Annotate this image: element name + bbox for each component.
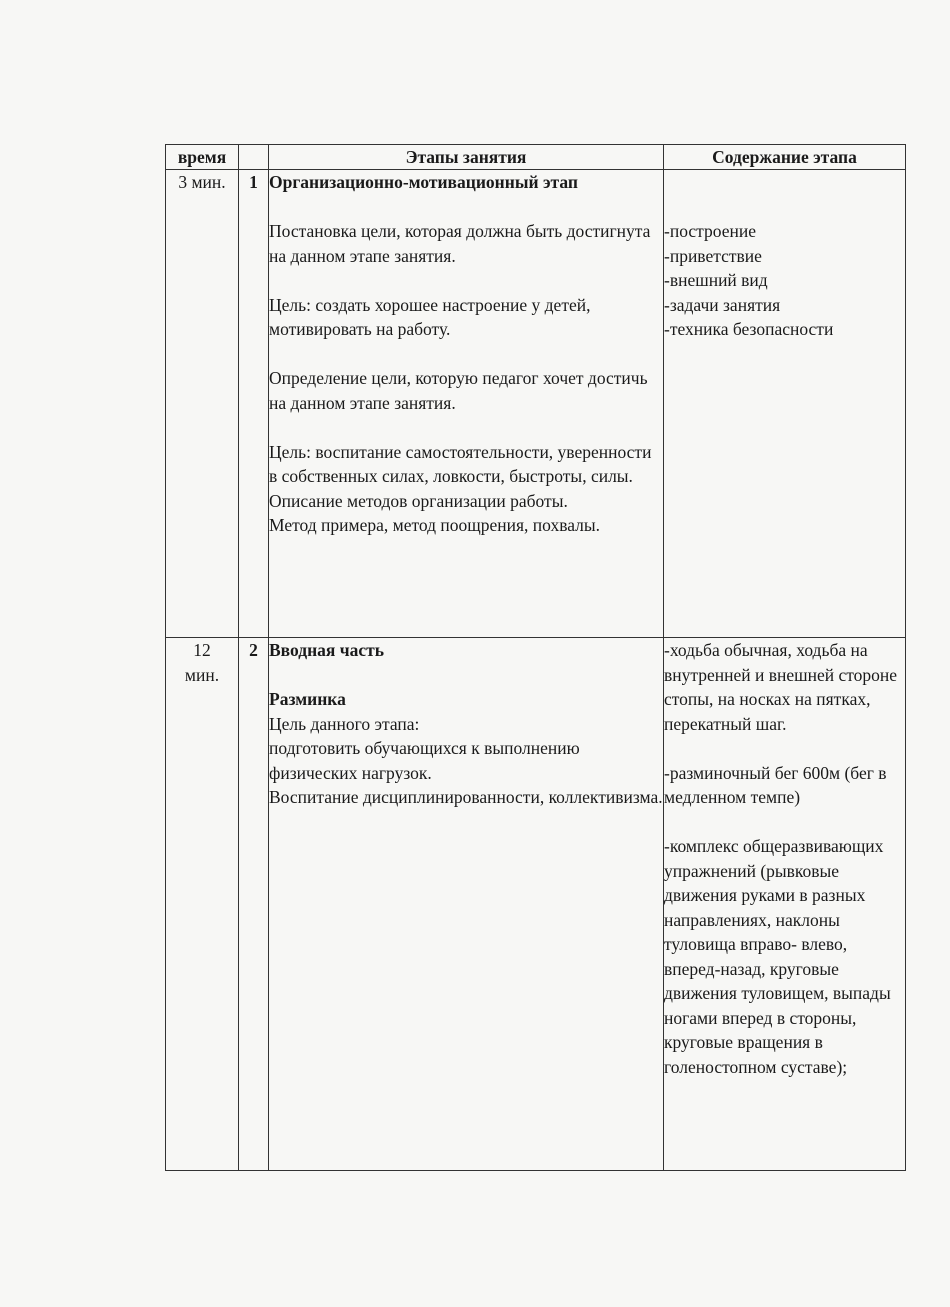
- table-row: [166, 170, 906, 638]
- content-paragraph: -ходьба обычная, ходьба на внутренней и внешней стороне стопы, на носках на пятках, перекатный шаг.: [664, 640, 898, 734]
- header-time: время: [166, 145, 239, 170]
- row2-stage: [269, 638, 664, 1171]
- content-item: -задачи занятия: [664, 294, 781, 315]
- row1-content: [664, 170, 906, 638]
- content-item: -приветствие: [664, 245, 762, 266]
- table-header-row: [166, 145, 906, 170]
- content-item: -внешний вид: [664, 270, 768, 290]
- header-stages: Этапы занятия: [269, 145, 664, 170]
- row2-number: [239, 638, 269, 1171]
- header-content: Содержание этапа: [664, 145, 906, 170]
- time-unit: мин.: [184, 664, 220, 685]
- content-item: -техника безопасности: [664, 319, 834, 339]
- stage-title: Вводная часть: [269, 640, 385, 660]
- stage-title: Организационно-мотивационный этап: [269, 172, 578, 192]
- stage-paragraph: подготовить обучающихся к выполнению физических нагрузок.: [269, 738, 580, 783]
- stage-paragraph: Постановка цели, которая должна быть достигнута на данном этапе занятия.: [269, 221, 651, 266]
- row1-number: [239, 170, 269, 638]
- stage-paragraph: Описание методов организации работы.: [269, 490, 568, 511]
- content-item: -построение: [664, 221, 756, 241]
- stage-paragraph: Определение цели, которую педагог хочет достичь на данном этапе занятия.: [269, 368, 648, 413]
- content-paragraph: -разминочный бег 600м (бег в медленном темпе): [664, 762, 887, 807]
- table-row: [166, 638, 906, 1171]
- row1-stage: [269, 170, 664, 638]
- row1-time: [166, 170, 239, 638]
- row2-time: [166, 638, 239, 1171]
- stage-number: 1: [249, 172, 258, 192]
- header-number: [239, 145, 269, 170]
- stage-number: 2: [249, 640, 258, 660]
- lesson-plan-table: [165, 144, 906, 1171]
- content-paragraph: -комплекс общеразвивающих упражнений (рывковые движения руками в разных направлениях, наклоны туловища вправо- влево, вперед-назад, круговые движения туловищем, выпады ногами вперед в стороны, круговые вращения в голеностопном суставе);: [664, 836, 891, 1077]
- stage-paragraph: Цель данного этапа:: [269, 713, 420, 734]
- stage-paragraph: Метод примера, метод поощрения, похвалы.: [269, 515, 601, 535]
- stage-subtitle: Разминка: [269, 689, 346, 709]
- stage-paragraph: Цель: воспитание самостоятельности, уверенности в собственных силах, ловкости, быстроты, силы.: [269, 441, 652, 486]
- stage-paragraph: Воспитание дисциплинированности, коллективизма.: [269, 787, 663, 807]
- time-value: 12: [193, 640, 211, 660]
- stage-paragraph: Цель: создать хорошее настроение у детей, мотивировать на работу.: [269, 294, 591, 339]
- time-value: 3 мин.: [178, 172, 226, 192]
- row2-content: [664, 638, 906, 1171]
